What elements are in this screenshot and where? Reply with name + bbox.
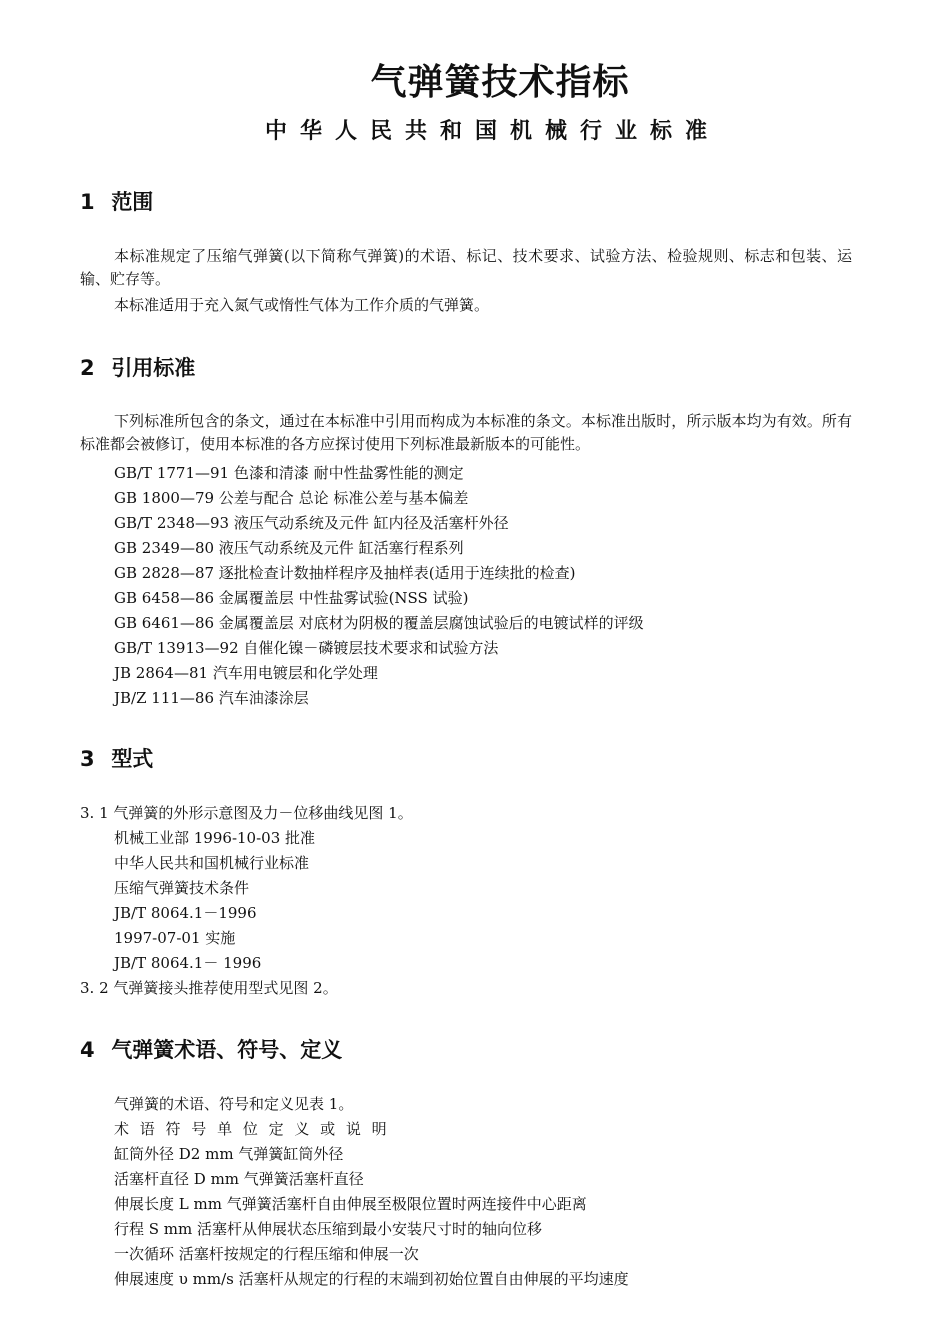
paragraph: 本标准规定了压缩气弹簧(以下简称气弹簧)的术语、标记、技术要求、试验方法、检验规则、标志和包装、运输、贮存等。 bbox=[80, 247, 852, 288]
section-3-heading bbox=[80, 743, 153, 773]
table-row: 伸展速度 υ mm/s 活塞杆从规定的行程的末端到初始位置自由伸展的平均速度 bbox=[114, 1270, 629, 1288]
table-row: 伸展长度 L mm 气弹簧活塞杆自由伸展至极限位置时两连接件中心距离 bbox=[114, 1195, 587, 1213]
reference-item: GB/T 2348—93 液压气动系统及元件 缸内径及活塞杆外径 bbox=[114, 514, 509, 532]
text-line: 机械工业部 1996-10-03 批准 bbox=[114, 829, 316, 847]
reference-item: GB/T 1771—91 色漆和清漆 耐中性盐雾性能的测定 bbox=[114, 464, 464, 482]
reference-item: JB 2864—81 汽车用电镀层和化学处理 bbox=[114, 664, 378, 682]
section-1-heading bbox=[80, 186, 153, 216]
reference-item: JB/Z 111—86 汽车油漆涂层 bbox=[114, 689, 309, 707]
document-subtitle: 中华人民共和国机械行业标准 bbox=[264, 119, 720, 144]
reference-item: GB 6458—86 金属覆盖层 中性盐雾试验(NSS 试验) bbox=[114, 589, 469, 607]
paragraph: 本标准适用于充入氮气或惰性气体为工作介质的气弹簧。 bbox=[114, 296, 490, 314]
clause-line: 3. 2 气弹簧接头推荐使用型式见图 2。 bbox=[80, 979, 338, 997]
clause-line: 3. 1 气弹簧的外形示意图及力－位移曲线见图 1。 bbox=[80, 804, 413, 822]
document-title: 气弹簧技术指标 bbox=[370, 62, 630, 103]
reference-item: GB/T 13913—92 自催化镍－磷镀层技术要求和试验方法 bbox=[114, 639, 499, 657]
text-line: 压缩气弹簧技术条件 bbox=[114, 879, 250, 897]
section-number: 2 bbox=[80, 356, 95, 380]
section-title: 型式 bbox=[111, 747, 154, 771]
table-header-line: 术 语 符 号 单 位 定 义 或 说 明 bbox=[114, 1120, 390, 1138]
table-row: 一次循环 活塞杆按规定的行程压缩和伸展一次 bbox=[114, 1245, 419, 1263]
table-row: 活塞杆直径 D mm 气弹簧活塞杆直径 bbox=[114, 1170, 364, 1188]
text-line: 气弹簧的术语、符号和定义见表 1。 bbox=[114, 1095, 354, 1113]
section-number: 3 bbox=[80, 747, 95, 771]
text-line: JB/T 8064.1－1996 bbox=[114, 904, 257, 922]
table-row: 缸筒外径 D2 mm 气弹簧缸筒外径 bbox=[114, 1145, 344, 1163]
section-title: 气弹簧术语、符号、定义 bbox=[111, 1038, 343, 1062]
reference-item: GB 1800—79 公差与配合 总论 标准公差与基本偏差 bbox=[114, 489, 469, 507]
text-line: 1997-07-01 实施 bbox=[114, 929, 236, 947]
section-2-heading bbox=[80, 352, 195, 382]
section-title: 范围 bbox=[111, 190, 154, 214]
table-row: 行程 S mm 活塞杆从伸展状态压缩到最小安装尺寸时的轴向位移 bbox=[114, 1220, 543, 1238]
reference-item: GB 2349—80 液压气动系统及元件 缸活塞行程系列 bbox=[114, 539, 464, 557]
section-number: 4 bbox=[80, 1038, 95, 1062]
section-4-heading bbox=[80, 1034, 342, 1064]
reference-item: GB 6461—86 金属覆盖层 对底材为阴极的覆盖层腐蚀试验后的电镀试样的评级 bbox=[114, 614, 644, 632]
paragraph: 下列标准所包含的条文，通过在本标准中引用而构成为本标准的条文。本标准出版时，所示版本均为有效。所有标准都会被修订，使用本标准的各方应探讨使用下列标准最新版本的可能性。 bbox=[80, 412, 852, 453]
text-line: JB/T 8064.1－ 1996 bbox=[114, 954, 262, 972]
section-number: 1 bbox=[80, 190, 95, 214]
reference-item: GB 2828—87 逐批检查计数抽样程序及抽样表(适用于连续批的检查) bbox=[114, 564, 576, 582]
text-line: 中华人民共和国机械行业标准 bbox=[114, 854, 310, 872]
section-title: 引用标准 bbox=[111, 356, 196, 380]
